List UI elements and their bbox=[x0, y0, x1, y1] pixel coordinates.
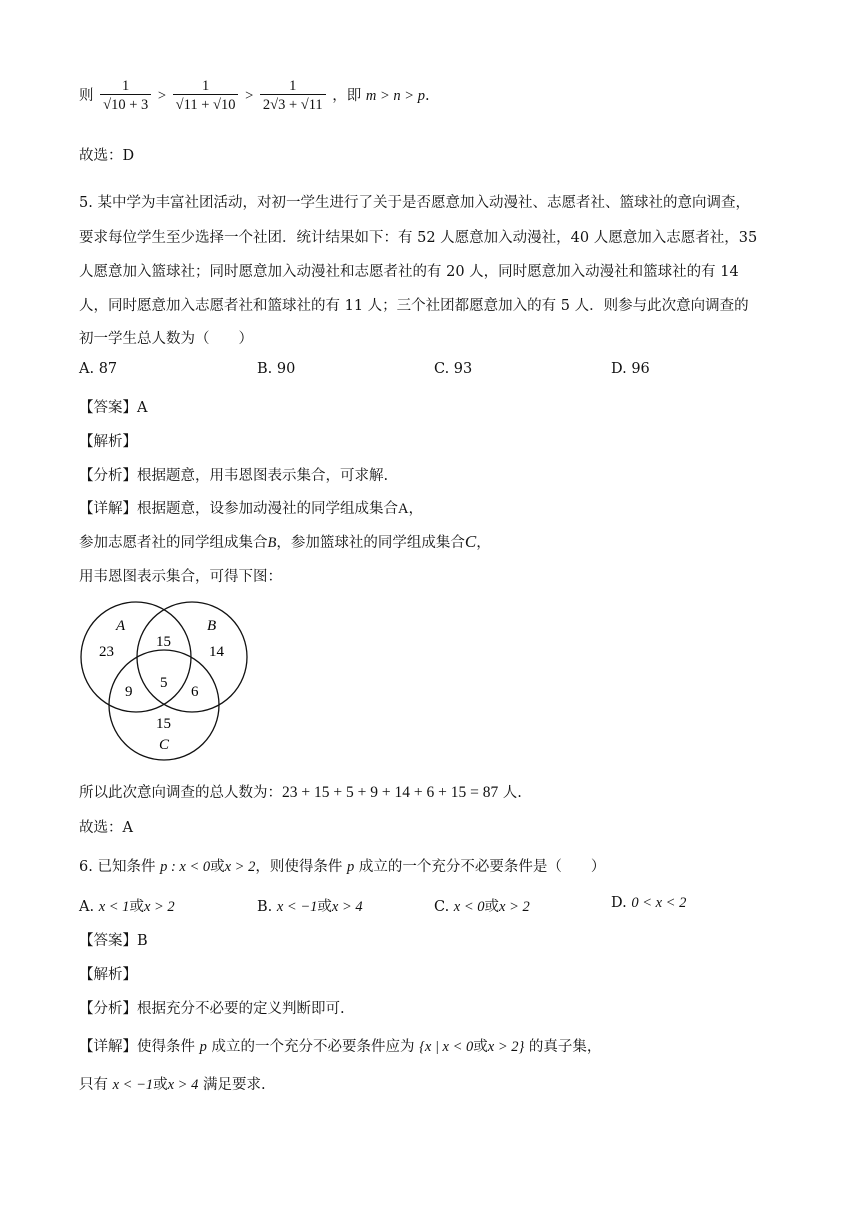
q6-option-b-label: B. bbox=[257, 899, 277, 915]
gt-sign-1: > bbox=[157, 88, 167, 104]
venn-label-b: B bbox=[207, 618, 217, 634]
q6-option-c bbox=[434, 895, 530, 916]
q5-detail-1-var: A bbox=[398, 501, 409, 517]
q6-option-a-m2: x > 2 bbox=[143, 899, 175, 915]
q6-option-b-m2: x > 4 bbox=[331, 899, 363, 915]
fraction-2-numerator: 1 bbox=[201, 78, 210, 94]
q6-detail-c: 的真子集， bbox=[524, 1039, 602, 1055]
q6-option-a-or: 或 bbox=[129, 899, 144, 915]
q6-stem-a: 6. 已知条件 bbox=[79, 859, 161, 875]
q5-detail-2-a: 参加志愿者社的同学组成集合 bbox=[79, 535, 268, 551]
q6-option-d-label: D. bbox=[611, 895, 632, 911]
q6-option-c-m1: x < 0 bbox=[453, 899, 485, 915]
q6-last-or: 或 bbox=[153, 1077, 168, 1093]
q6-stem-p: p bbox=[346, 859, 355, 875]
q6-detail-a: 【详解】使得条件 bbox=[79, 1039, 200, 1055]
q5-answer: 【答案】A bbox=[79, 400, 148, 416]
q6-option-b-or: 或 bbox=[317, 899, 332, 915]
q6-detail-line bbox=[79, 1035, 601, 1056]
venn-value-c-only: 15 bbox=[156, 716, 171, 732]
gt-sign-2: > bbox=[245, 88, 254, 104]
q6-last-b: 满足要求. bbox=[198, 1077, 266, 1093]
q5-detail-1-end: ， bbox=[408, 501, 423, 517]
q5-fenxi: 【分析】根据题意，用韦恩图表示集合，可求解. bbox=[79, 468, 389, 484]
q6-option-a-m1: x < 1 bbox=[98, 899, 130, 915]
q6-option-d bbox=[611, 895, 686, 912]
q6-option-b bbox=[257, 895, 363, 916]
fraction-2 bbox=[173, 78, 239, 114]
q5-detail-2-end: ， bbox=[476, 535, 491, 551]
q6-last-line bbox=[79, 1073, 266, 1094]
q5-stem-line-1: 5. 某中学为丰富社团活动，对初一学生进行了关于是否愿意加入动漫社、志愿者社、篮球社的意向调查， bbox=[79, 195, 750, 211]
fraction-3 bbox=[260, 78, 326, 114]
venn-diagram bbox=[74, 592, 254, 762]
q6-detail-set-1: {x | x < 0 bbox=[419, 1039, 474, 1055]
q6-stem-c: 成立的一个充分不必要条件是（ ） bbox=[354, 859, 606, 875]
q5-detail-1-text: 【详解】根据题意，设参加动漫社的同学组成集合 bbox=[79, 501, 398, 517]
q5-option-d: D. 96 bbox=[611, 361, 650, 377]
q6-last-m1: x < −1 bbox=[112, 1077, 154, 1093]
fraction-3-denominator: 2√3 + √11 bbox=[260, 94, 326, 114]
q5-stem-line-4: 人，同时愿意加入志愿者社和篮球社的有 11 人；三个社团都愿意加入的有 5 人．则参与此次意向调查的 bbox=[79, 298, 749, 314]
venn-value-abc: 5 bbox=[160, 675, 168, 691]
venn-value-b-only: 14 bbox=[209, 644, 224, 660]
q5-choice: 故选：A bbox=[79, 820, 133, 836]
q5-detail-2-b: ，参加篮球社的同学组成集合 bbox=[276, 535, 465, 551]
fraction-2-denominator: √11 + √10 bbox=[173, 94, 239, 114]
q6-option-c-label: C. bbox=[434, 899, 454, 915]
q5-option-a: A. 87 bbox=[79, 361, 118, 377]
q6-stem-math-2: x > 2 bbox=[224, 859, 256, 875]
q5-detail-2-var-b: B bbox=[267, 535, 277, 551]
q6-detail-set-2: x > 2} bbox=[487, 1039, 525, 1055]
q5-detail-line-3: 用韦恩图表示集合，可得下图： bbox=[79, 569, 282, 585]
q5-detail-line-1 bbox=[79, 497, 423, 518]
intro-conclusion-math: m > n > p bbox=[365, 88, 425, 104]
q5-detail-line-2 bbox=[79, 531, 491, 552]
q5-stem-line-5: 初一学生总人数为（ ） bbox=[79, 331, 253, 347]
intro-suffix-text: ，即 bbox=[332, 88, 366, 104]
q6-detail-or: 或 bbox=[473, 1039, 488, 1055]
intro-end: . bbox=[424, 88, 430, 104]
fraction-1-numerator: 1 bbox=[122, 78, 130, 94]
intro-inequality-line bbox=[79, 78, 430, 114]
q5-total-math: 23 + 15 + 5 + 9 + 14 + 6 + 15 = 87 bbox=[282, 784, 499, 801]
intro-prefix: 则 bbox=[79, 88, 94, 104]
q6-option-c-or: 或 bbox=[484, 899, 500, 915]
q5-total-line bbox=[79, 781, 522, 802]
q6-option-b-m1: x < −1 bbox=[276, 899, 318, 915]
q6-option-a bbox=[79, 895, 175, 916]
venn-value-bc: 6 bbox=[191, 684, 199, 700]
q5-analysis-heading: 【解析】 bbox=[79, 434, 137, 450]
q6-stem-b: ，则使得条件 bbox=[255, 859, 347, 875]
q6-last-m2: x > 4 bbox=[167, 1077, 199, 1093]
venn-value-a-only: 23 bbox=[99, 644, 114, 660]
q6-detail-b: 成立的一个充分不必要条件应为 bbox=[206, 1039, 420, 1055]
venn-label-a: A bbox=[116, 618, 126, 634]
venn-label-c: C bbox=[159, 737, 170, 753]
q6-option-c-m2: x > 2 bbox=[499, 899, 530, 915]
fraction-3-numerator: 1 bbox=[289, 78, 297, 94]
q6-analysis-heading: 【解析】 bbox=[79, 967, 137, 983]
q6-detail-p: p bbox=[199, 1039, 207, 1055]
q5-stem-line-3: 人愿意加入篮球社；同时愿意加入动漫社和志愿者社的有 20 人，同时愿意加入动漫社和篮球社的有 14 bbox=[79, 264, 739, 280]
fraction-1-denominator: √10 + 3 bbox=[100, 94, 151, 114]
q6-stem-or: 或 bbox=[210, 859, 225, 875]
venn-value-ab: 15 bbox=[156, 634, 171, 650]
q6-option-a-label: A. bbox=[79, 899, 99, 915]
q6-option-d-m1: 0 < x < 2 bbox=[631, 895, 687, 911]
q5-stem-line-2: 要求每位学生至少选择一个社团．统计结果如下：有 52 人愿意加入动漫社，40 人愿意加入志愿者社，35 bbox=[79, 230, 758, 246]
q5-total-end: 人. bbox=[498, 785, 522, 801]
venn-value-ac: 9 bbox=[125, 684, 133, 700]
q6-answer: 【答案】B bbox=[79, 933, 148, 949]
q5-total-text: 所以此次意向调查的总人数为： bbox=[79, 785, 282, 801]
q5-detail-2-var-c: C bbox=[464, 532, 477, 551]
previous-choice: 故选：D bbox=[79, 148, 135, 164]
q5-option-b: B. 90 bbox=[257, 361, 296, 377]
q5-option-c: C. 93 bbox=[434, 361, 473, 377]
q6-stem bbox=[79, 855, 605, 876]
q6-stem-math-1: p : x < 0 bbox=[160, 859, 211, 875]
q6-last-a: 只有 bbox=[79, 1077, 113, 1093]
q6-fenxi: 【分析】根据充分不必要的定义判断即可. bbox=[79, 1001, 345, 1017]
fraction-1 bbox=[100, 78, 151, 114]
